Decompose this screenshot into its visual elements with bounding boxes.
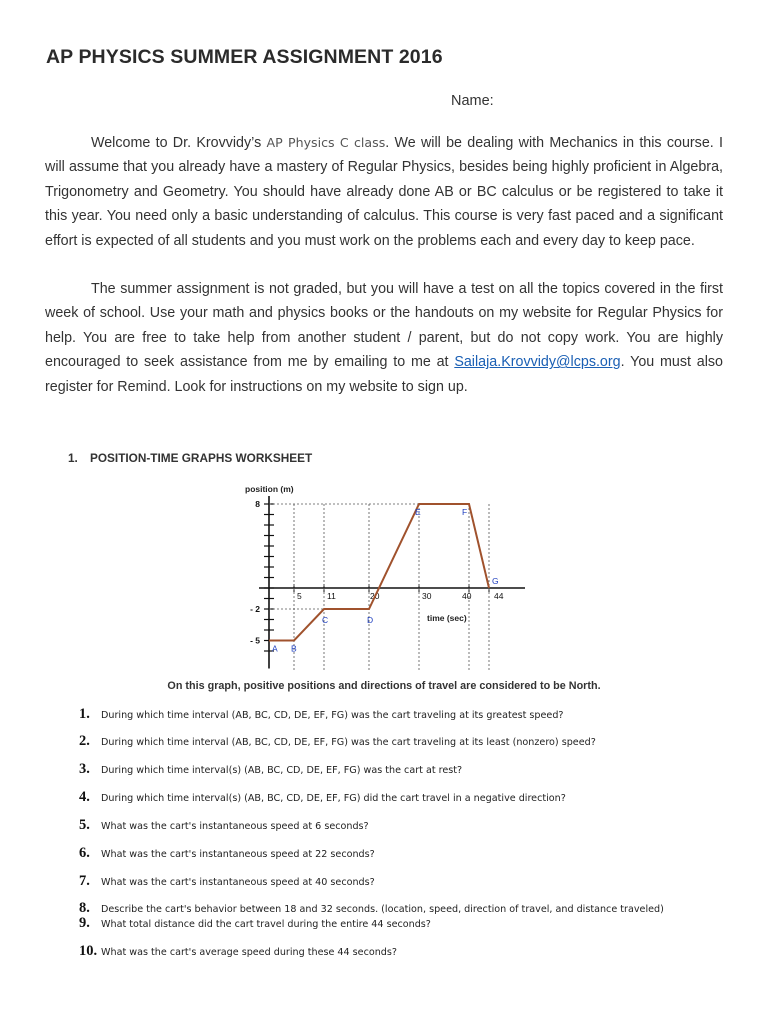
- question-6: [79, 845, 375, 862]
- x-tick-label: 40: [462, 591, 472, 601]
- question-7: [79, 873, 375, 890]
- question-1: [79, 706, 564, 723]
- page-title: AP PHYSICS SUMMER ASSIGNMENT 2016: [46, 46, 443, 68]
- question-text: During which time interval (AB, BC, CD, DE, EF, FG) was the cart traveling at its least (nonzero) speed?: [101, 737, 596, 748]
- x-tick-label: 5: [297, 591, 302, 601]
- point-label: G: [492, 576, 499, 586]
- graph-layer: [250, 496, 525, 671]
- question-5: [79, 817, 369, 834]
- question-number: 7.: [79, 873, 90, 889]
- y-tick-label: 8: [255, 499, 260, 509]
- point-label: B: [291, 643, 297, 654]
- question-text: During which time interval (AB, BC, CD, DE, EF, FG) was the cart traveling at its greatest speed?: [101, 710, 564, 721]
- point-label: D: [367, 615, 374, 625]
- question-text: During which time interval(s) (AB, BC, CD, DE, EF, FG) was the cart at rest?: [101, 765, 463, 776]
- x-tick-label: 44: [494, 591, 504, 601]
- question-number: 1.: [79, 706, 90, 722]
- question-text: What was the cart's instantaneous speed at 6 seconds?: [101, 821, 369, 832]
- question-text: Describe the cart's behavior between 18 and 32 seconds. (location, speed, direction of travel, and distance traveled): [101, 904, 664, 915]
- question-number: 2.: [79, 733, 90, 749]
- question-3: [79, 761, 462, 778]
- question-9: [79, 915, 431, 932]
- section-title: POSITION-TIME GRAPHS WORKSHEET: [90, 451, 313, 465]
- x-tick-label: 11: [327, 591, 336, 601]
- course-name: AP Physics C class: [266, 135, 386, 150]
- section-number: 1.: [68, 451, 78, 465]
- question-2: [79, 733, 596, 750]
- intro-paragraph-1: [45, 131, 723, 253]
- question-number: 9.: [79, 915, 90, 931]
- intro-text-2a: The summer assignment is not graded, but you will have a test on all the topics covered in the first week of school. Use your math and physics books or the handouts on my website for Regular Physics for help. You are free to take help from another student / parent, but do not copy work. You are highly encouraged to seek assistance from me by emailing to me at: [45, 281, 723, 371]
- question-text: What was the cart's average speed during these 44 seconds?: [101, 947, 397, 958]
- intro-text-1a: Welcome to Dr. Krovvidy’s: [91, 135, 267, 151]
- question-text: During which time interval(s) (AB, BC, CD, DE, EF, FG) did the cart travel in a negative direction?: [101, 793, 566, 804]
- y-tick-label: - 2: [250, 604, 260, 614]
- point-label: E: [415, 507, 421, 517]
- graph-caption: On this graph, positive positions and directions of travel are considered to be North.: [167, 680, 601, 692]
- question-text: What was the cart's instantaneous speed at 22 seconds?: [101, 849, 375, 860]
- question-text: What total distance did the cart travel during the entire 44 seconds?: [101, 919, 431, 930]
- question-number: 8.: [79, 900, 90, 916]
- question-number: 3.: [79, 761, 90, 777]
- y-axis-label: position (m): [245, 484, 294, 494]
- question-4: [79, 789, 566, 806]
- x-tick-label: 20: [370, 591, 380, 601]
- email-link[interactable]: Sailaja.Krovvidy@lcps.org: [454, 354, 621, 371]
- question-number: 5.: [79, 817, 90, 833]
- y-tick-label: - 5: [250, 635, 260, 646]
- intro-paragraph-2: [45, 277, 723, 399]
- question-number: 6.: [79, 845, 90, 861]
- point-label: C: [322, 615, 329, 625]
- position-time-graph: [232, 478, 542, 672]
- name-field-label: Name:: [451, 93, 494, 109]
- point-label: A: [272, 643, 278, 654]
- section-heading: [68, 451, 312, 465]
- intro-text-2b: . You must also register for Remind. Look for instructions on my website to sign up.: [45, 354, 724, 395]
- intro-text-1b: . We will be dealing with Mechanics in this course. I will assume that you already have a mastery of Regular Physics, besides being highly proficient in Algebra, Trigonometry and Geometry. You should have already done AB or BC calculus or be registered to take it this year. You need only a basic understanding of calculus. This course is very fast paced and a significant effort is expected of all students and you must work on the problems each and every day to keep pace.: [45, 135, 723, 249]
- x-tick-label: 30: [422, 591, 432, 601]
- question-number: 4.: [79, 789, 90, 805]
- x-axis-label: time (sec): [427, 613, 467, 623]
- question-number: 10.: [79, 943, 98, 959]
- question-10: [79, 943, 397, 960]
- question-text: What was the cart's instantaneous speed at 40 seconds?: [101, 877, 375, 888]
- point-label: F: [462, 507, 468, 517]
